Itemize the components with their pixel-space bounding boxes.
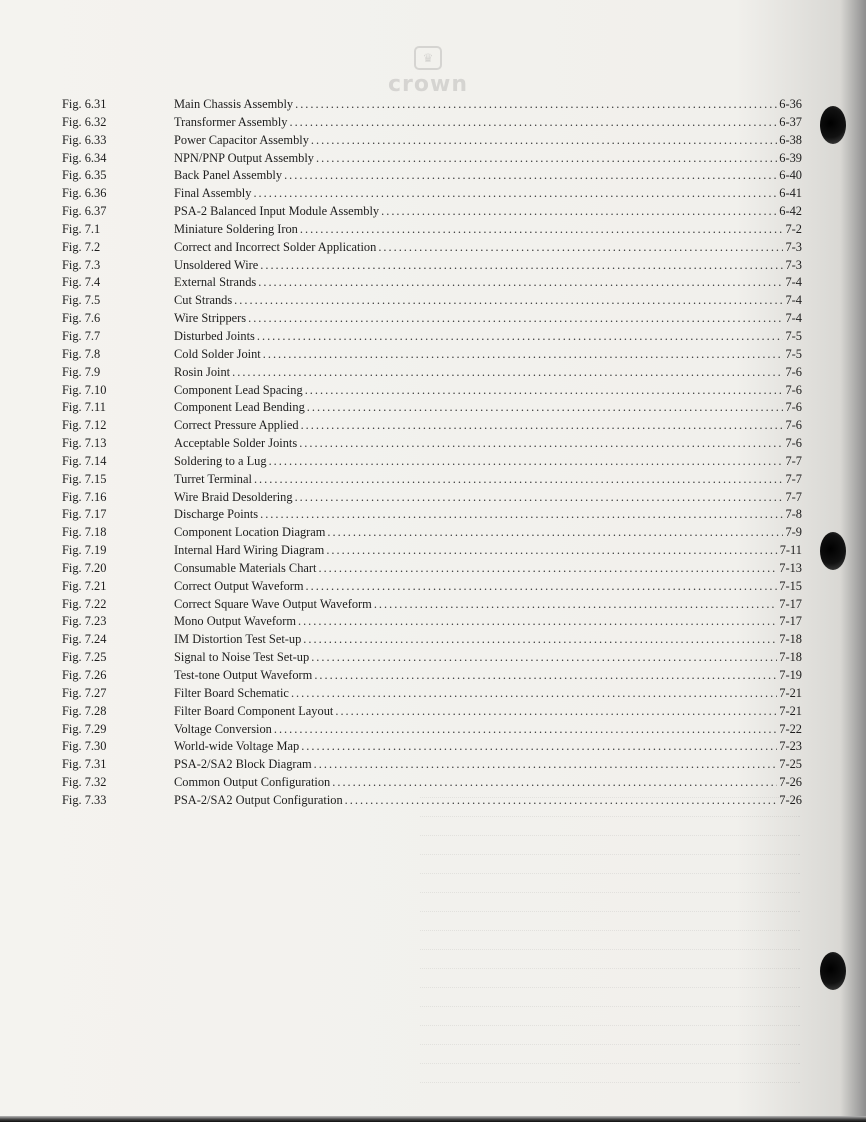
figure-number: Fig. 6.35: [62, 168, 107, 183]
page-number: 7-7: [785, 453, 802, 468]
page-number: 7-11: [779, 543, 802, 558]
figure-title: Back Panel Assembly: [174, 168, 283, 183]
figure-title: Filter Board Component Layout: [174, 703, 334, 718]
toc-row: [62, 774, 802, 792]
figure-title: Acceptable Solder Joints: [174, 436, 298, 451]
page-number: 7-5: [785, 346, 802, 361]
figure-number: Fig. 6.34: [62, 150, 107, 165]
dot-leader: [254, 471, 784, 489]
toc-row: [62, 150, 802, 168]
dot-leader: [381, 203, 777, 221]
figure-title: Test-tone Output Waveform: [174, 668, 313, 682]
figure-title: Correct and Incorrect Solder Application: [174, 239, 377, 254]
toc-row: [62, 631, 802, 649]
page-number: 7-17: [779, 596, 802, 611]
toc-row: [62, 703, 802, 721]
page-number: 7-3: [785, 257, 802, 272]
figure-number: Fig. 7.31: [62, 757, 107, 772]
page-number: 7-7: [785, 471, 802, 486]
figure-number: Fig. 7.20: [62, 560, 107, 575]
figure-title: Mono Output Waveform: [174, 614, 296, 629]
figure-title: Disturbed Joints: [174, 328, 255, 343]
dot-leader: [300, 221, 784, 239]
page-number: 7-15: [779, 578, 802, 593]
page-number: 7-4: [785, 293, 802, 308]
toc-row: [62, 578, 802, 596]
figure-number: Fig. 7.24: [62, 632, 107, 647]
dot-leader: [260, 506, 783, 524]
toc-row: [62, 132, 802, 150]
toc-row: [62, 792, 802, 810]
binder-hole-top: [820, 106, 846, 144]
page-number: 6-41: [779, 186, 802, 201]
page-number: 7-6: [785, 418, 802, 433]
dot-leader: [316, 150, 777, 168]
toc-row: [62, 435, 802, 453]
crown-emblem-icon: ♛: [414, 46, 442, 70]
dot-leader: [295, 489, 784, 507]
figure-title: Internal Hard Wiring Diagram: [174, 543, 325, 558]
figure-title: Main Chassis Assembly: [174, 97, 294, 111]
toc-row: [62, 685, 802, 703]
dot-leader: [232, 364, 783, 382]
toc-row: [62, 292, 802, 310]
page-number: 7-13: [779, 560, 802, 575]
figure-title: Rosin Joint: [174, 364, 231, 379]
dot-leader: [311, 132, 777, 150]
figure-title: Correct Output Waveform: [174, 578, 304, 593]
toc-row: [62, 185, 802, 203]
dot-leader: [306, 578, 778, 596]
dot-leader: [299, 435, 783, 453]
page-number: 6-36: [779, 97, 802, 111]
figure-number: Fig. 7.1: [62, 221, 101, 236]
binder-hole-middle: [820, 532, 846, 570]
page-number: 6-38: [779, 132, 802, 147]
page-number: 6-37: [779, 114, 802, 129]
figure-number: Fig. 7.12: [62, 418, 107, 433]
page-bottom-edge: [0, 1116, 866, 1122]
toc-row: [62, 221, 802, 239]
dot-leader: [303, 631, 777, 649]
figure-number: Fig. 7.22: [62, 596, 107, 611]
figure-number: Fig. 7.18: [62, 525, 107, 540]
bleed-through-text: [420, 780, 800, 1084]
dot-leader: [301, 738, 777, 756]
dot-leader: [314, 756, 778, 774]
toc-row: [62, 489, 802, 507]
figure-number: Fig. 7.32: [62, 775, 107, 790]
page-number: 6-40: [779, 168, 802, 183]
figure-title: Component Lead Spacing: [174, 382, 303, 397]
figure-number: Fig. 7.33: [62, 792, 107, 807]
toc-row: [62, 114, 802, 132]
page-number: 7-4: [785, 311, 802, 326]
dot-leader: [311, 649, 777, 667]
toc-row: [62, 382, 802, 400]
dot-leader: [234, 292, 783, 310]
figure-number: Fig. 7.6: [62, 311, 101, 326]
dot-leader: [318, 560, 777, 578]
figure-number: Fig. 6.37: [62, 204, 107, 219]
dot-leader: [298, 613, 777, 631]
page-number: 7-6: [785, 400, 802, 415]
toc-row: [62, 310, 802, 328]
toc-row: [62, 756, 802, 774]
toc-row: [62, 96, 802, 114]
dot-leader: [269, 453, 784, 471]
figure-title: PSA-2/SA2 Block Diagram: [174, 757, 312, 772]
figure-title: Component Location Diagram: [174, 525, 326, 540]
toc-row: [62, 471, 802, 489]
toc-row: [62, 328, 802, 346]
page-number: 7-26: [779, 775, 802, 790]
dot-leader: [307, 399, 784, 417]
dot-leader: [326, 542, 777, 560]
figure-number: Fig. 7.8: [62, 346, 101, 361]
figure-number: Fig. 7.5: [62, 293, 101, 308]
page-number: 7-2: [785, 221, 802, 236]
page-number: 7-18: [779, 632, 802, 647]
dot-leader: [305, 382, 784, 400]
toc-row: [62, 417, 802, 435]
page-number: 7-5: [785, 328, 802, 343]
figure-title: Signal to Noise Test Set-up: [174, 650, 310, 665]
figure-number: Fig. 7.10: [62, 382, 107, 397]
dot-leader: [260, 257, 783, 275]
figure-number: Fig. 7.2: [62, 239, 101, 254]
page-number: 6-42: [779, 204, 802, 219]
figure-number: Fig. 7.11: [62, 400, 106, 415]
toc-row: [62, 596, 802, 614]
dot-leader: [374, 596, 777, 614]
figure-number: Fig. 7.29: [62, 721, 107, 736]
dot-leader: [284, 167, 777, 185]
page-number: 7-9: [785, 525, 802, 540]
toc-row: [62, 399, 802, 417]
figure-title: NPN/PNP Output Assembly: [174, 150, 314, 165]
figure-number: Fig. 7.9: [62, 364, 101, 379]
figure-title: Cold Solder Joint: [174, 346, 261, 361]
toc-row: [62, 738, 802, 756]
figure-number: Fig. 7.4: [62, 275, 101, 290]
figure-title: PSA-2 Balanced Input Module Assembly: [174, 204, 380, 219]
dot-leader: [253, 185, 777, 203]
toc-row: [62, 346, 802, 364]
toc-row: [62, 506, 802, 524]
dot-leader: [291, 685, 777, 703]
figure-title: Common Output Configuration: [174, 775, 331, 790]
toc-row: [62, 560, 802, 578]
dot-leader: [295, 96, 777, 114]
page-number: 7-6: [785, 436, 802, 451]
figure-number: Fig. 7.15: [62, 471, 107, 486]
figure-title: Discharge Points: [174, 507, 259, 522]
figure-title: Transformer Assembly: [174, 114, 288, 129]
dot-leader: [345, 792, 778, 810]
figure-title: Wire Strippers: [174, 311, 247, 326]
toc-row: [62, 203, 802, 221]
dot-leader: [332, 774, 777, 792]
figure-number: Fig. 7.27: [62, 685, 107, 700]
page-number: 7-21: [779, 685, 802, 700]
figure-title: Correct Square Wave Output Waveform: [174, 596, 372, 611]
dot-leader: [274, 721, 777, 739]
page-number: 7-7: [785, 489, 802, 504]
figure-title: PSA-2/SA2 Output Configuration: [174, 792, 343, 807]
toc-row: [62, 257, 802, 275]
page-number: 7-23: [779, 739, 802, 754]
figure-number: Fig. 7.26: [62, 668, 107, 682]
page-number: 7-6: [785, 364, 802, 379]
toc-row: [62, 721, 802, 739]
figure-title: World-wide Voltage Map: [174, 739, 300, 754]
figure-number: Fig. 6.33: [62, 132, 107, 147]
figure-number: Fig. 7.25: [62, 650, 107, 665]
page-number: 7-21: [779, 703, 802, 718]
figure-number: Fig. 7.28: [62, 703, 107, 718]
dot-leader: [335, 703, 777, 721]
page-number: 7-22: [779, 721, 802, 736]
toc-row: [62, 453, 802, 471]
figure-title: Voltage Conversion: [174, 721, 272, 736]
page-number: 6-39: [779, 150, 802, 165]
page-number: 7-17: [779, 614, 802, 629]
figure-number: Fig. 6.36: [62, 186, 107, 201]
figure-title: Correct Pressure Applied: [174, 418, 299, 433]
figure-title: Miniature Soldering Iron: [174, 221, 298, 236]
figure-number: Fig. 7.17: [62, 507, 107, 522]
figure-title: Turret Terminal: [174, 471, 252, 486]
figure-title: Cut Strands: [174, 293, 233, 308]
figure-title: Unsoldered Wire: [174, 257, 259, 272]
figure-number: Fig. 6.31: [62, 97, 107, 111]
figure-title: Wire Braid Desoldering: [174, 489, 293, 504]
toc-row: [62, 667, 802, 685]
toc-row: [62, 167, 802, 185]
page-number: 7-6: [785, 382, 802, 397]
figure-title: Power Capacitor Assembly: [174, 132, 309, 147]
figure-title: External Strands: [174, 275, 257, 290]
dot-leader: [263, 346, 784, 364]
toc-row: [62, 524, 802, 542]
page-number: 7-4: [785, 275, 802, 290]
page-number: 7-25: [779, 757, 802, 772]
dot-leader: [327, 524, 783, 542]
page-number: 7-8: [785, 507, 802, 522]
toc-row: [62, 542, 802, 560]
figure-number: Fig. 7.23: [62, 614, 107, 629]
figure-number: Fig. 7.21: [62, 578, 107, 593]
figure-title: Component Lead Bending: [174, 400, 305, 415]
figure-title: Soldering to a Lug: [174, 453, 267, 468]
dot-leader: [257, 328, 784, 346]
dot-leader: [301, 417, 784, 435]
page-number: 7-19: [779, 668, 802, 682]
toc-row: [62, 613, 802, 631]
dot-leader: [258, 274, 783, 292]
binder-hole-bottom: [820, 952, 846, 990]
figure-number: Fig. 7.14: [62, 453, 107, 468]
figure-title: Filter Board Schematic: [174, 685, 289, 700]
dot-leader: [289, 114, 777, 132]
figure-number: Fig. 7.30: [62, 739, 107, 754]
dot-leader: [314, 667, 777, 685]
figure-number: Fig. 6.32: [62, 114, 107, 129]
figure-number: Fig. 7.3: [62, 257, 101, 272]
crown-logo-watermark: [368, 46, 488, 96]
toc-row: [62, 274, 802, 292]
toc-row: [62, 649, 802, 667]
figure-number: Fig. 7.7: [62, 328, 101, 343]
figure-number: Fig. 7.13: [62, 436, 107, 451]
page-number: 7-18: [779, 650, 802, 665]
figure-title: Consumable Materials Chart: [174, 560, 317, 575]
figure-title: Final Assembly: [174, 186, 252, 201]
figure-title: IM Distortion Test Set-up: [174, 632, 302, 647]
figure-list: [62, 96, 802, 810]
figure-number: Fig. 7.19: [62, 543, 107, 558]
page-number: 7-3: [785, 239, 802, 254]
dot-leader: [378, 239, 783, 257]
figure-number: Fig. 7.16: [62, 489, 107, 504]
toc-row: [62, 239, 802, 257]
toc-row: [62, 364, 802, 382]
dot-leader: [248, 310, 783, 328]
page-number: 7-26: [779, 792, 802, 807]
logo-wordmark: crown: [388, 72, 468, 97]
